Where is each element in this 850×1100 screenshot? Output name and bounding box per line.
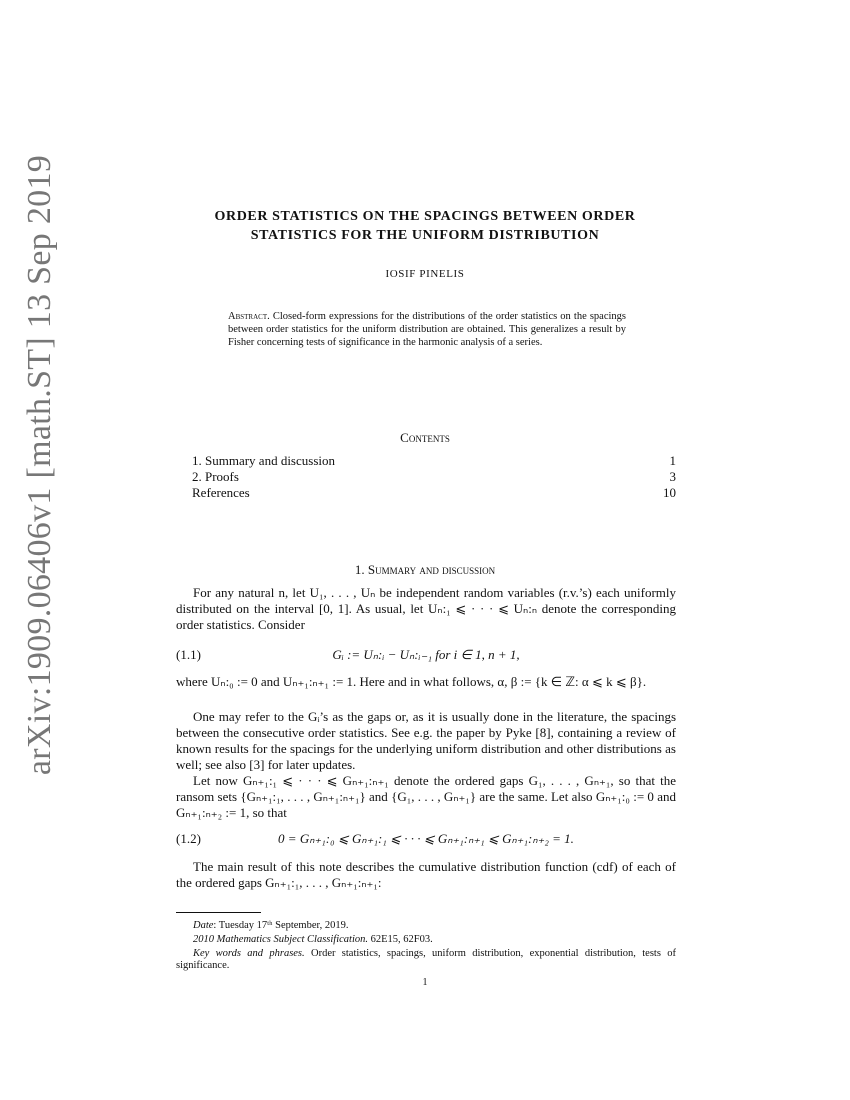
title-line-1: ORDER STATISTICS ON THE SPACINGS BETWEEN ORDER bbox=[214, 209, 636, 224]
title-line-2: STATISTICS FOR THE UNIFORM DISTRIBUTION bbox=[250, 228, 600, 243]
arxiv-watermark bbox=[20, 154, 60, 776]
toc-entry[interactable] bbox=[192, 485, 676, 501]
section-heading: 1. Summary and discussion bbox=[354, 562, 496, 577]
footnote-date bbox=[176, 920, 676, 932]
paragraph-2: where Uₙ:₀ := 0 and Uₙ₊₁:ₙ₊₁ := 1. Here and in what follows, α, β := {k ∈ ℤ: α ⩽ k ⩽ β}. bbox=[176, 674, 647, 689]
footnote-rule bbox=[176, 912, 261, 913]
footnote-msc bbox=[176, 934, 676, 946]
toc-label: 1. Summary and discussion bbox=[192, 453, 335, 468]
footnote-msc-label: 2010 Mathematics Subject Classification. bbox=[193, 934, 368, 945]
equation-1-2 bbox=[176, 831, 676, 849]
paper-title bbox=[175, 207, 675, 245]
author: IOSIF PINELIS bbox=[385, 268, 465, 280]
contents-heading: Contents bbox=[400, 430, 450, 445]
paragraph-3: One may refer to the Gᵢ’s as the gaps or, as it is usually done in the literature, the spacings between the consecutive order statistics. See e.g. the paper by Pyke [8], containing a review of known results for the spacings for the underlying uniform distribution and other distributions as well; see also [3] for later updates. bbox=[176, 709, 676, 772]
toc-label: References bbox=[192, 485, 250, 500]
footnote-msc-text: 62E15, 62F03. bbox=[367, 934, 433, 945]
footnote-keywords-text: Order statistics, spacings, uniform distribution, exponential distribution, tests of significance. bbox=[176, 948, 677, 971]
equation-body: 0 = Gₙ₊₁:₀ ⩽ Gₙ₊₁:₁ ⩽ · · · ⩽ Gₙ₊₁:ₙ₊₁ ⩽ Gₙ₊₁:ₙ₊₂ = 1. bbox=[278, 831, 574, 846]
abstract-label: Abstract. bbox=[228, 311, 270, 322]
abstract-text: Closed-form expressions for the distributions of the order statistics on the spacings between order statistics for the uniform distribution are obtained. This generalizes a result by Fisher concerning tests of significance in the harmonic analysis of a series. bbox=[228, 311, 626, 348]
paragraph-4: Let now Gₙ₊₁:₁ ⩽ · · · ⩽ Gₙ₊₁:ₙ₊₁ denote the ordered gaps G₁, . . . , Gₙ₊₁, so that the ransom sets {Gₙ₊₁:₁, . . . , Gₙ₊₁:ₙ₊₁} and {G₁, . . . , Gₙ₊₁} are the same. Let also Gₙ₊₁:₀ := 0 and Gₙ₊₁:ₙ₊₂ := 1, so that bbox=[176, 773, 676, 820]
paragraph-1: For any natural n, let U₁, . . . , Uₙ be independent random variables (r.v.’s) each uniformly distributed on the interval [0, 1]. As usual, let Uₙ:₁ ⩽ · · · ⩽ Uₙ:ₙ denote the corresponding order statistics. Consider bbox=[176, 585, 676, 632]
toc-page: 1 bbox=[669, 453, 676, 468]
paragraph-5: The main result of this note describes the cumulative distribution function (cdf) of each of the ordered gaps Gₙ₊₁:₁, . . . , Gₙ₊₁:ₙ₊₁: bbox=[176, 859, 676, 890]
toc-label: 2. Proofs bbox=[192, 469, 239, 484]
footnote-date-text: : Tuesday 17ᵗʰ September, 2019. bbox=[213, 920, 349, 931]
toc-page: 10 bbox=[663, 485, 676, 500]
toc-entry[interactable] bbox=[192, 469, 676, 485]
equation-1-1 bbox=[176, 647, 676, 665]
footnote-keywords-label: Key words and phrases. bbox=[193, 948, 305, 959]
abstract bbox=[228, 310, 626, 349]
equation-number: (1.1) bbox=[176, 647, 201, 662]
footnote-date-label: Date bbox=[193, 920, 214, 931]
footnote-keywords bbox=[176, 948, 676, 972]
equation-number: (1.2) bbox=[176, 831, 201, 846]
toc-entry[interactable] bbox=[192, 453, 676, 469]
page-number: 1 bbox=[422, 977, 428, 988]
arxiv-id: arXiv:1909.06406v1 [math.ST] 13 Sep 2019 bbox=[21, 154, 58, 776]
equation-body: Gᵢ := Uₙ:ᵢ − Uₙ:ᵢ₋₁ for i ∈ 1, n + 1, bbox=[332, 647, 520, 662]
table-of-contents bbox=[192, 453, 676, 501]
toc-page: 3 bbox=[669, 469, 676, 484]
